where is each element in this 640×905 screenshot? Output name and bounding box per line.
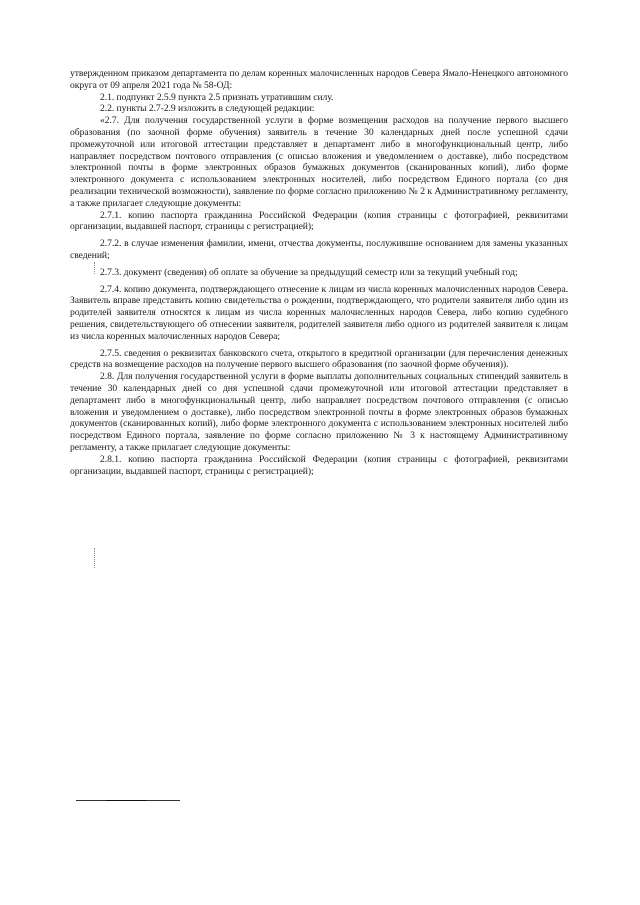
scan-margin-mark: [94, 262, 96, 274]
paragraph-2-7: «2.7. Для получения государственной услуги в форме возмещения расходов на получение первого высшего образования (по заочной форме обучения) заявитель в течение 30 календарных дней после успешной сдачи промежуточной или итоговой аттестации представляет в департамент либо в многофункциональный центр, либо направляет посредством почтового отправления (с описью вложения и уведомлением о доставке), либо посредством электронной почты в форме электронных образов бумажных документов (сканированных копий), либо форме электронного документа с использованием электронных носителей, либо посредством Единого портала (со дня реализации технической возможности), заявление по форме согласно приложению № 2 к Административному регламенту, а также прилагает следующие документы:: [70, 115, 568, 209]
paragraph-2-1: 2.1. подпункт 2.5.9 пункта 2.5 признать утратившим силу.: [100, 91, 334, 103]
document-page: [70, 68, 568, 477]
paragraph-2-2: 2.2. пункты 2.7-2.9 изложить в следующей редакции:: [100, 103, 315, 115]
paragraph-2-7-1: 2.7.1. копию паспорта гражданина Российской Федерации (копия страницы с фотографией, реквизитами организации, выдавшей паспорт, страницы с регистрацией);: [70, 209, 568, 233]
paragraph-2-7-4: 2.7.4. копию документа, подтверждающего отнесение к лицам из числа коренных малочисленных народов Севера. Заявитель вправе представить копию свидетельства о рождении, подтверждающего, что родители заявителя либо один из родителей заявителя относятся к лицам из числа коренных малочисленных народов Севера, либо копию судебного решения, свидетельствующего об отнесении заявителя, родителей заявителя либо одного из родителей заявителя к лицам из числа коренных малочисленных народов Севера;: [70, 283, 568, 342]
paragraph-2-7-2: 2.7.2. в случае изменения фамилии, имени, отчества документы, послужившие основанием для замены указанных сведений;: [70, 238, 568, 261]
paragraph-2-8: 2.8. Для получения государственной услуги в форме выплаты дополнительных социальных стипендий заявитель в течение 30 календарных дней со дня успешной сдачи промежуточной или итоговой аттестации представляет в департамент либо в многофункциональный центр, либо направляет посредством почтового отправления (с описью вложения и уведомлением о доставке), либо посредством электронной почты в форме электронных образов бумажных документов (сканированных копий), либо форме электронного документа с использованием электронных носителей либо посредством Единого портала, заявление по форме согласно приложению № 3 к настоящему Административному регламенту, а также прилагает следующие документы:: [70, 371, 568, 453]
paragraph-2-8-1: 2.8.1. копию паспорта гражданина Российской Федерации (копия страницы с фотографией, реквизитами организации, выдавшей паспорт, страницы с регистрацией);: [70, 453, 568, 477]
paragraph-2-7-5: 2.7.5. сведения о реквизитах банковского счета, открытого в кредитной организации (для перечисления денежных средств на возмещение расходов на получение первого высшего образования (по заочной форме обучения)).: [70, 347, 568, 371]
scan-margin-mark: [94, 548, 96, 568]
footnote-divider: [76, 800, 180, 801]
paragraph-intro: утвержденном приказом департамента по делам коренных малочисленных народов Севера Ямало-Ненецкого автономного округа от 09 апреля 2021 года № 58-ОД:: [70, 68, 568, 91]
paragraph-2-7-3: 2.7.3. документ (сведения) об оплате за обучение за предыдущий семестр или за текущий учебный год;: [100, 266, 518, 278]
